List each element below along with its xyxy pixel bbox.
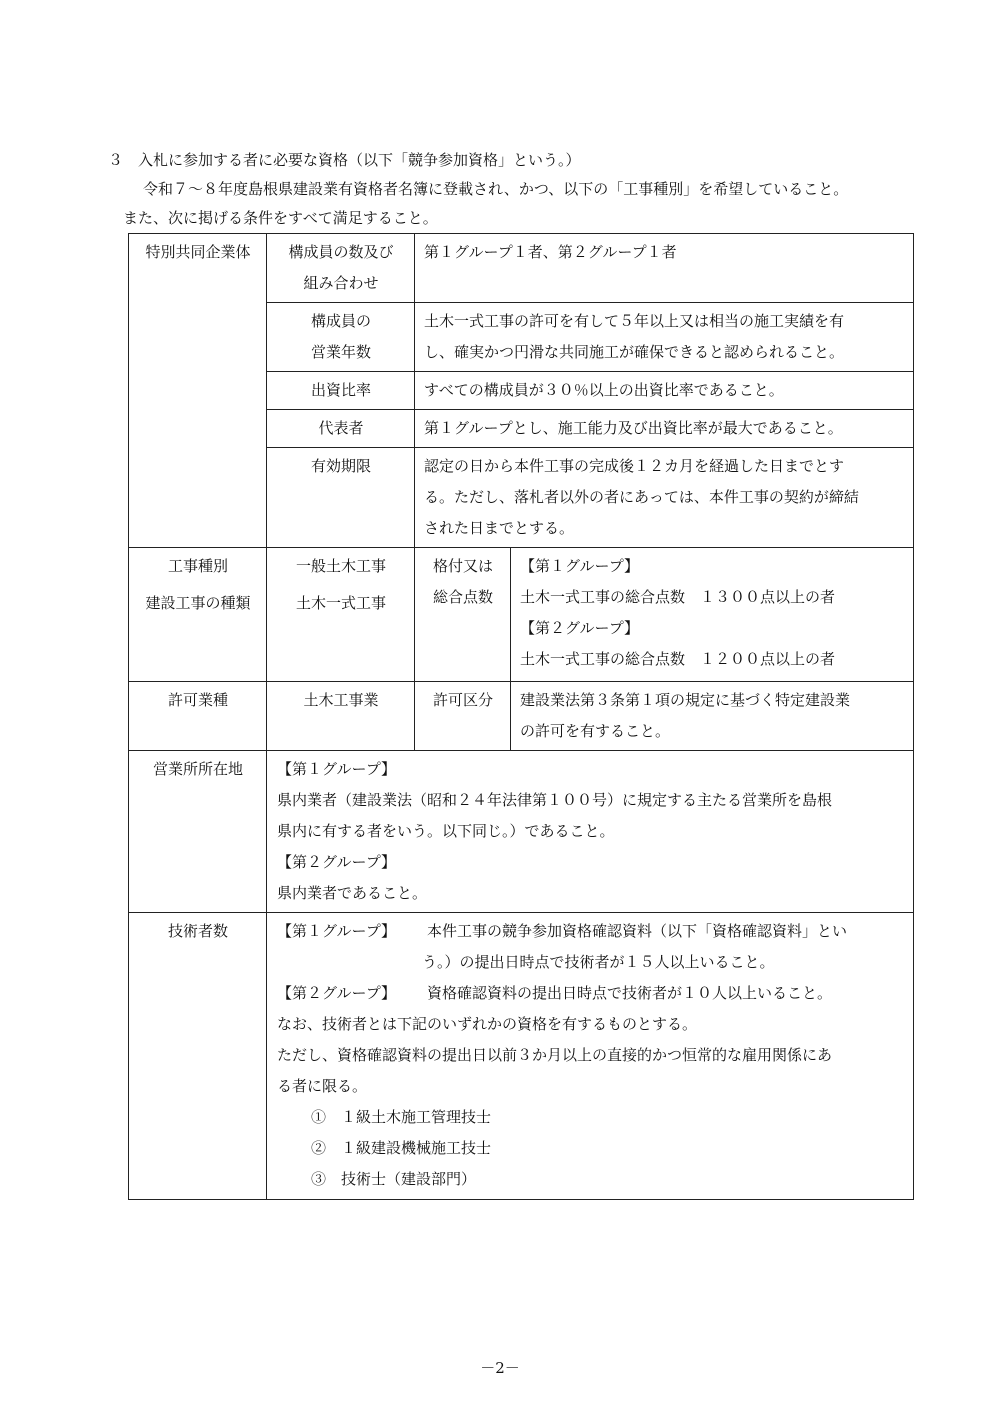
license-label-cell	[129, 682, 267, 751]
qualification-item: ② １級建設機械施工技士	[311, 1139, 492, 1157]
jv-validity-value-2: る。ただし、落札者以外の者にあっては、本件工事の契約が締結	[424, 488, 859, 506]
jv-ratio-label-cell	[267, 372, 415, 410]
license-value: 土木工事業	[303, 691, 379, 709]
engineers-group1	[277, 916, 905, 947]
engineers-group2	[277, 978, 905, 1009]
jv-members-value-cell	[415, 234, 914, 303]
engineers-note-1: なお、技術者とは下記のいずれかの資格を有するものとする。	[277, 1015, 698, 1033]
jv-validity-value-3: された日までとする。	[424, 519, 575, 537]
intro-line-2: また、次に掲げる条件をすべて満足すること。	[123, 209, 438, 227]
engineers-group2-text: 資格確認資料の提出日時点で技術者が１０人以上いること。	[427, 984, 833, 1002]
qualification-item: ① １級土木施工管理技士	[311, 1108, 492, 1126]
engineers-label: 技術者数	[167, 922, 228, 940]
work-type-value: 一般土木工事	[295, 557, 386, 575]
license-value-cell	[267, 682, 415, 751]
rank-group1-heading: 【第１グループ】	[520, 557, 639, 575]
jv-label: 特別共同企業体	[145, 243, 251, 261]
work-type-label: 工事種別	[167, 557, 228, 575]
jv-members-label-2: 組み合わせ	[303, 274, 379, 292]
jv-label-cell	[129, 234, 267, 548]
office-label: 営業所所在地	[152, 760, 243, 778]
office-group1-text-2: 県内に有する者をいう。以下同じ。）であること。	[277, 822, 615, 840]
office-label-cell	[129, 751, 267, 913]
work-type-label-cell	[129, 548, 267, 586]
rank-group1-value: 土木一式工事の総合点数 １３００点以上の者	[520, 588, 836, 606]
jv-years-label-1: 構成員の	[310, 312, 371, 330]
jv-years-label-2: 営業年数	[310, 343, 371, 361]
office-group2-heading: 【第２グループ】	[277, 853, 396, 871]
section-heading: ３ 入札に参加する者に必要な資格（以下「競争参加資格」という。）	[108, 151, 581, 169]
jv-members-label-1: 構成員の数及び	[288, 243, 394, 261]
rank-group2-value: 土木一式工事の総合点数 １２００点以上の者	[520, 650, 836, 668]
work-type-value-cell	[267, 548, 415, 586]
engineers-label-cell	[129, 913, 267, 1200]
page-number: －2－	[480, 1359, 520, 1377]
jv-rep-label: 代表者	[318, 419, 364, 437]
rank-label-1: 格付又は	[432, 557, 493, 575]
engineers-note-2a: ただし、資格確認資料の提出日以前３か月以上の直接的かつ恒常的な雇用関係にあ	[277, 1046, 833, 1064]
license-label: 許可業種	[167, 691, 228, 709]
office-group1-text-1: 県内業者（建設業法（昭和２４年法律第１００号）に規定する主たる営業所を島根	[277, 791, 833, 809]
construction-type-label: 建設工事の種類	[145, 594, 251, 612]
engineers-row	[129, 913, 914, 1200]
jv-validity-label-cell	[267, 448, 415, 548]
jv-validity-label: 有効期限	[310, 457, 371, 475]
office-group2-text: 県内業者であること。	[277, 884, 428, 902]
jv-rep-value: 第１グループとし、施工能力及び出資比率が最大であること。	[424, 419, 843, 437]
license-row	[129, 682, 914, 751]
office-row	[129, 751, 914, 913]
engineers-group1-heading: 【第１グループ】	[277, 922, 396, 940]
rank-value-cell	[511, 548, 914, 682]
license-class-value-cell	[511, 682, 914, 751]
jv-rep-value-cell	[415, 410, 914, 448]
jv-years-label-cell	[267, 303, 415, 372]
license-class-label-cell	[415, 682, 511, 751]
jv-years-value-2: し、確実かつ円滑な共同施工が確保できると認められること。	[424, 343, 845, 361]
engineers-group1-text-2: う。）の提出日時点で技術者が１５人以上いること。	[422, 953, 775, 971]
jv-years-value-cell	[415, 303, 914, 372]
jv-validity-value-cell	[415, 448, 914, 548]
engineers-group1-text-1: 本件工事の競争参加資格確認資料（以下「資格確認資料」とい	[427, 922, 848, 940]
license-class-value-2: の許可を有すること。	[520, 722, 671, 740]
jv-ratio-value-cell	[415, 372, 914, 410]
jv-years-value-1: 土木一式工事の許可を有して５年以上又は相当の施工実績を有	[424, 312, 845, 330]
work-type-row	[129, 548, 914, 586]
office-group1-heading: 【第１グループ】	[277, 760, 396, 778]
engineers-group2-heading: 【第２グループ】	[277, 984, 396, 1002]
construction-type-label-cell	[129, 585, 267, 682]
jv-members-value: 第１グループ１者、第２グループ１者	[424, 243, 677, 261]
office-value-cell	[267, 751, 914, 913]
rank-label-2: 総合点数	[432, 588, 493, 606]
qualification-item: ③ 技術士（建設部門）	[311, 1170, 477, 1188]
rank-group2-heading: 【第２グループ】	[520, 619, 639, 637]
requirements-table	[128, 233, 914, 1200]
jv-validity-value-1: 認定の日から本件工事の完成後１２カ月を経過した日までとす	[424, 457, 845, 475]
intro-line-1: 令和７～８年度島根県建設業有資格者名簿に登載され、かつ、以下の「工事種別」を希望していること。	[143, 180, 849, 198]
jv-ratio-value: すべての構成員が３０％以上の出資比率であること。	[424, 381, 784, 399]
jv-ratio-label: 出資比率	[310, 381, 371, 399]
jv-members-label-cell	[267, 234, 415, 303]
rank-label-cell	[415, 548, 511, 682]
jv-rep-label-cell	[267, 410, 415, 448]
license-class-value-1: 建設業法第３条第１項の規定に基づく特定建設業	[520, 691, 851, 709]
jv-row-members	[129, 234, 914, 303]
license-class-label: 許可区分	[432, 691, 493, 709]
construction-type-value-cell	[267, 585, 415, 682]
engineers-note-2b: る者に限る。	[277, 1077, 368, 1095]
engineers-value-cell	[267, 913, 914, 1200]
construction-type-value: 土木一式工事	[295, 594, 386, 612]
